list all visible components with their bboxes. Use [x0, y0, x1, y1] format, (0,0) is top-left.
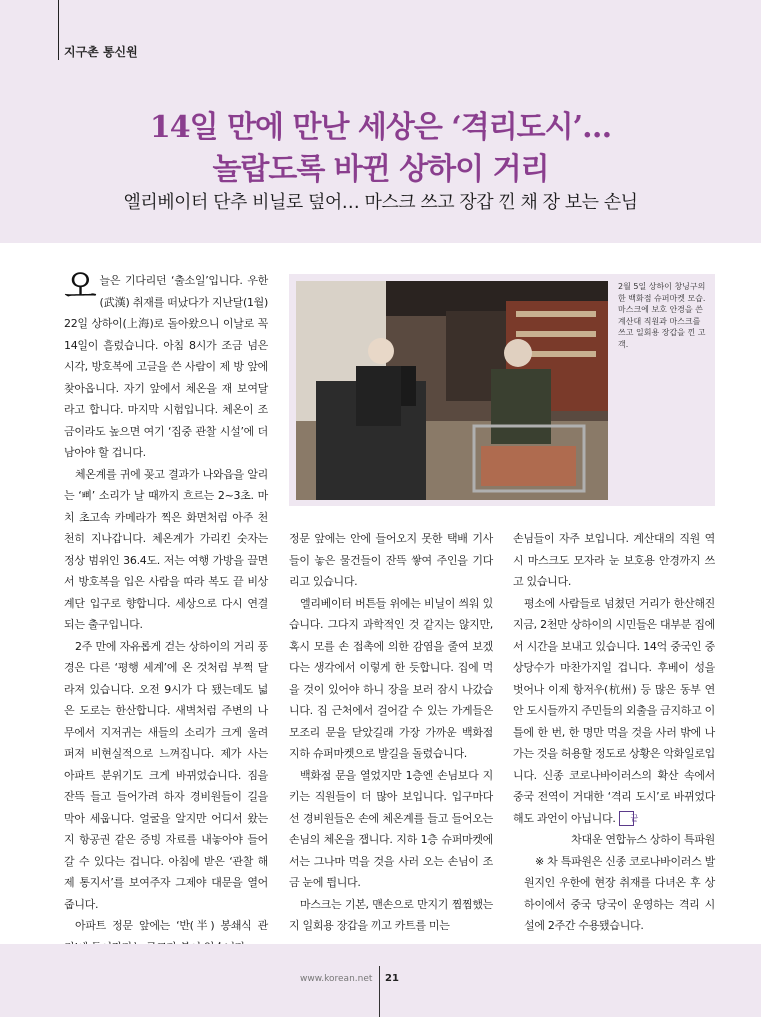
subheadline: 엘리베이터 단추 비닐로 덮어… 마스크 쓰고 장갑 낀 채 장 보는 손님 [123, 192, 638, 213]
paragraph: 오늘은 기다리던 ‘출소일’입니다. 우한(武漢) 취재를 떠났다가 지난달(1월) 22일 상하이(上海)로 돌아왔으니 이날로 꼭 14일이 흘렀습니다. 아침 8시가 조금 넘은 시각, 방호복에 고글을 쓴 사람이 제 방 앞에 찾아옵니다. 자기 앞에서 체온을 재 보여달라고 합니다. 마지막 시험입니다. 체온이 조금이라도 높으면 여기 ‘집중 관찰 시설’에 더 남아야 할 겁니다. [64, 267, 268, 459]
section-label: 지구촌 통신원 [64, 45, 138, 59]
footer-url: www.korean.net [300, 974, 373, 984]
paragraph: 2주 만에 자유롭게 걷는 상하이의 거리 풍경은 다른 ‘평행 세계’에 온 것처럼 부쩍 달라져 있습니다. 오전 9시가 다 됐는데도 넓은 도로는 한산합니다. 새벽처럼 주변의 나무에서 지저귀는 새들의 소리가 크게 울려 퍼져 비현실적으로 느껴집니다. 제가 사는 아파트 분위기도 크게 바뀌었습니다. 짐을 잔뜩 들고 들어가려 하자 경비원들이 길을 막아 세웁니다. 얼굴을 알지만 어디서 왔는지 항공권 같은 증빙 자료를 내놓아야 들어갈 수 있다는 겁니다. 아침에 받은 ‘관찰 해제 통지서’를 보여주자 그제야 대문을 열어 줍니다. [64, 639, 268, 911]
paragraph: 아파트 정문 앞에는 ‘반(半) 봉쇄식 관 [75, 919, 268, 932]
paragraph: 정문 앞에는 안에 들어오지 못한 택배 기사들이 놓은 물건들이 잔뜩 쌓여 주인을 기다리고 있습니다. [289, 532, 493, 588]
byline: 차대운 연합뉴스 상하이 특파원 [571, 833, 715, 846]
paragraph: 백화점 문을 열었지만 1층엔 손님보다 지키는 직원들이 더 많아 보입니다. 입구마다 선 경비원들은 손에 체온계를 들고 들어오는 손님의 체온을 잽니다. 지하 1층 슈퍼마켓에서는 그나마 먹을 것을 사러 오는 손님이 조금 눈에 띕니다. [289, 768, 493, 889]
paragraph: 평소에 사람들로 넘쳤던 거리가 한산해진 지금, 2천만 상하이의 시민들은 대부분 집에서 시간을 보내고 있습니다. 14억 중국인 중 상당수가 마찬가지일 겁니다. 후베이 성을 벗어나 이제 항저우(杭州) 등 많은 동부 연안 도시들까지 주민들의 외출을 금지하고 이틀에 한 번, 한 명만 먹을 것을 사러 밖에 나가는 것을 허용할 정도로 상황은 악화일로입니다. 신종 코로나바이러스의 확산 속에서 중국 전역이 거대한 ‘격리 도시’로 바뀌었다 해도 과언이 아닙니다. 끝 [513, 596, 715, 825]
page-number: 21 [385, 973, 399, 984]
article-column-3 [513, 528, 715, 937]
end-mark-icon: 끝 [619, 811, 634, 826]
paragraph: 엘리베이터 버튼들 위에는 비닐이 씌워 있습니다. 그다지 과학적인 것 같지는 않지만, 혹시 모를 손 접촉에 의한 감염을 줄여 보겠다는 생각에서 이렇게 한 듯합니다. 집에 먹을 것이 있어야 하니 장을 보러 잠시 나갔습니다. 집 근처에서 걸어갈 수 있는 가게들은 모조리 문을 닫았길래 가장 가까운 백화점 지하 슈퍼마켓으로 발길을 돌렸습니다. [289, 596, 493, 760]
paragraph: 체온계를 귀에 꽂고 결과가 나와읍을 알리는 ‘삐’ 소리가 날 때까지 흐르는 2~3초. 마치 초고속 카메라가 찍은 화면처럼 아주 천천히 지나갑니다. 체온계가 가리킨 숫자는 정상 범위인 36.4도. 저는 여행 가방을 끌면서 방호복을 입은 사람을 따라 복도 끝 비상계단 입구로 향합니다. 세상으로 다시 연결되는 출구입니다. [64, 467, 268, 631]
dropcap: 오 [64, 267, 97, 307]
headline-line-1: 14일 만에 만난 세상은 ‘격리도시’… [149, 110, 612, 145]
paragraph: 손님들이 자주 보입니다. 계산대의 직원 역시 마스크도 모자라 눈 보호용 안경까지 쓰고 있습니다. [513, 532, 715, 588]
section-rule [58, 0, 59, 60]
paragraph: 마스크는 기본, 맨손으로 만지기 찜찜했는지 일회용 장갑을 끼고 카트를 미는 [289, 897, 493, 932]
article-column-2 [289, 528, 493, 937]
photo-caption: 2월 5일 상하이 창닝구의 한 백화점 슈퍼마켓 모습. 마스크에 보호 안경을 쓴 계산대 직원과 마스크를 쓰고 일회용 장갑을 낀 고객. [618, 282, 706, 349]
author-note: ※ 차 특파원은 신종 코로나바이러스 발원지인 우한에 현장 취재를 다녀온 후 상하이에서 중국 당국이 운영하는 격리 시설에 2주간 수용됐습니다. [524, 854, 715, 932]
supermarket-photo [296, 281, 608, 500]
footer-rule [379, 966, 380, 1017]
headline-line-2: 놀랍도록 바뀐 상하이 거리 [212, 152, 549, 187]
footer-band [0, 944, 761, 1017]
article-column-1 [64, 267, 268, 958]
